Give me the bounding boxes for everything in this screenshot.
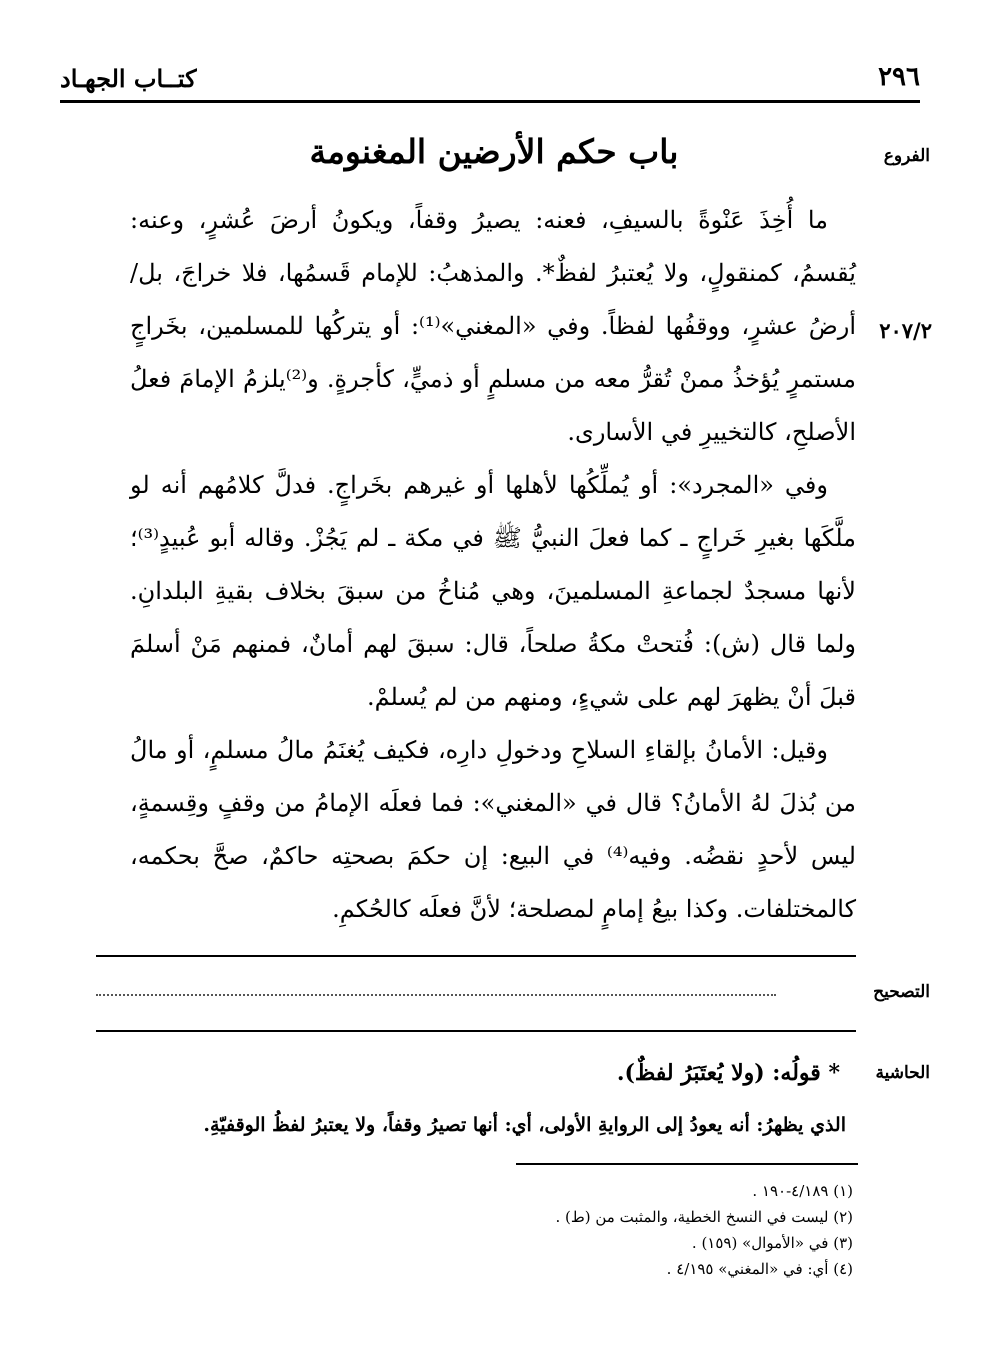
hashiya-heading-text: قولُه: (ولا يُعتَبَرُ لفظٌ). <box>616 1060 821 1086</box>
hashiya-text: الذي يظهرُ: أنه يعودُ إلى الروايةِ الأولى، أي: أنها تصيرُ وقفاً، ولا يعتبرُ لفظُ الوقفيّةِ. <box>203 1114 846 1136</box>
footnote-rule <box>516 1163 858 1165</box>
footnote: (٢) ليست في النسخ الخطية، والمثبت من (ط) . <box>555 1208 853 1226</box>
hashiya-heading <box>617 1060 840 1086</box>
page-number: ٢٩٦ <box>878 62 920 92</box>
paragraph: وفي «المجرد»: أو يُملِّكُها لأهلها أو غيرهم بخَراجٍ. فدلَّ كلامُهم أنه لو ملَّكَها بغيرِ خَراجٍ ـ كما فعلَ النبيُّ ﷺ في مكة ـ لم يَجُزْ. وقاله أبو عُبيدٍ⁽³⁾؛ لأنها مسجدٌ لجماعةِ المسلمينَ، وهي مُناخُ من سبقَ بخلاف بقيةِ البلدانِ. ولما قال (ش): فُتحتْ مكةُ صلحاً، قال: سبقَ لهم أمانٌ، فمنهم مَنْ أسلمَ قبلَ أنْ يظهرَ لهم على شيءٍ، ومنهم من لم يُسلمْ. <box>130 471 856 711</box>
hashiya-marker: * <box>828 1060 840 1086</box>
book-title: كتــاب الجهـاد <box>60 64 197 93</box>
section-divider <box>96 955 856 957</box>
margin-label-furu: الفروع <box>883 146 930 166</box>
footnote: (٣) في «الأموال» (١٥٩) . <box>691 1234 853 1252</box>
paragraph: وقيل: الأمانُ بإلقاءِ السلاحِ ودخولِ دارِه، فكيف يُغنَمُ مالُ مسلمٍ، أو مالُ من بُذلَ لهُ الأمانُ؟ قال في «المغني»: فما فعلَه الإمامُ من وقفٍ وقِسمةٍ، ليس لأحدٍ نقضُه. وفيه⁽⁴⁾ في البيع: إن حكمَ بصحتِه حاكمٌ، صحَّ بحكمه، كالمختلفات. وكذا بيعُ إمامٍ لمصلحة؛ لأنَّ فعلَه كالحُكمِ. <box>130 736 856 923</box>
tashih-dotted-line <box>96 994 776 996</box>
section-divider <box>96 1030 856 1032</box>
footnote: (١) ٤/١٨٩-١٩٠ . <box>752 1182 853 1200</box>
footnote: (٤) أي: في «المغني» ٤/١٩٥ . <box>666 1260 853 1278</box>
main-text <box>130 194 856 936</box>
margin-label-tashih: التصحيح <box>873 982 930 1002</box>
margin-volume-page-ref: ٢٠٧/٢ <box>879 318 932 343</box>
chapter-title: باب حكم الأرضين المغنومة <box>309 132 679 171</box>
margin-label-hashiya: الحاشية <box>875 1063 930 1083</box>
header-rule <box>60 100 920 103</box>
paragraph: ما أُخِذَ عَنْوةً بالسيفِ، فعنه: يصيرُ وقفاً، ويكونُ أرضَ عُشرٍ، وعنه: يُقسمُ، كمنقولٍ، ولا يُعتبرُ لفظٌ*. والمذهبُ: للإمام قَسمُها، فلا خراجَ، بل/ أرضُ عشرٍ، ووقفُها لفظاً. وفي «المغني»⁽¹⁾: أو يتركُها للمسلمين، بخَراجٍ مستمرٍ يُؤخذُ ممنْ تُقرُّ معه من مسلمٍ أو ذميٍّ، كأجرةٍ. و⁽²⁾يلزمُ الإمامَ فعلُ الأصلحِ، كالتخييرِ في الأسارى. <box>130 206 856 446</box>
page-header <box>60 62 920 100</box>
footnotes <box>556 1178 854 1282</box>
